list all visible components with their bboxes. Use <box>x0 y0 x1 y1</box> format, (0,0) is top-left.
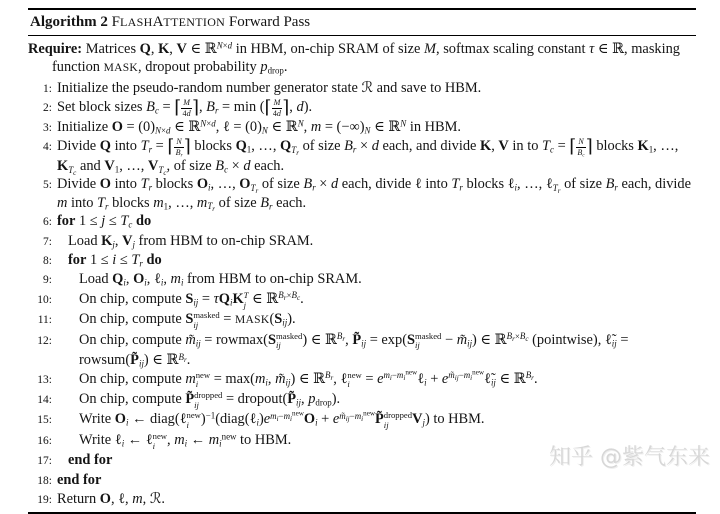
algorithm-box <box>28 8 696 514</box>
line-number: 5: <box>43 179 52 192</box>
algorithm-line <box>28 212 696 231</box>
algorithm-label: Algorithm 2 <box>30 14 108 30</box>
algorithm-line <box>28 79 696 98</box>
line-number: 6: <box>43 216 52 229</box>
line-content: Divide Q into $T_r$ = ⌈ $\frac{N}{B_r}$ ⌉ blocks $Q_1$, …, $Q_{T_r}$ of size $B_r \times d$ each, and divide K, V in to $T_c$ = ⌈ $\frac{N}{B_c}$ ⌉ blocks $K_1$, …, $K_{T_c}$ and $V_1$, …, $V_{T_c}$, of size $B_c \times d$ each. <box>57 136 679 177</box>
require-row <box>28 40 696 78</box>
line-content: Return O, ℓ, m, ℛ. <box>57 491 165 508</box>
line-content: Set block sizes $B_c$ = ⌈ $\frac{M}{4d}$ ⌉, $B_r = \min$ (⌈ $\frac{M}{4d}$ ⌉, d). <box>57 97 313 118</box>
line-number: 12: <box>37 334 52 347</box>
line-number: 14: <box>37 393 52 406</box>
line-content: On chip, compute $m̃_{ij} = rowmax(S$ masked ij ) ∈ ℝ$^{B_r}$, $P̃_{ij} = \exp(S$ masked ij − $m̃_{ij}$) ∈ ℝ$^{B_r\times B_c}$ (pointwise), $\ell̃_{ij}$ = $rowsum(P̃_{ij})$ ∈ ℝ$^{B_r}$. <box>79 330 629 369</box>
algorithm-line <box>28 370 696 390</box>
algorithm-line <box>28 251 696 270</box>
line-content: Initialize the pseudo-random number generator state ℛ and save to HBM. <box>57 79 482 96</box>
line-number: 2: <box>43 102 52 115</box>
algorithm-line <box>28 331 696 370</box>
line-content: for $1 \le i \le T_r$ do <box>68 252 162 269</box>
line-number: 13: <box>37 373 52 386</box>
require-text: Matrices Q, K, V ∈ ℝ$^{N\times d}$ in HBM, on-chip SRAM of size M, softmax scaling constant τ ∈ ℝ, masking function MASK, dropout probability $p_{drop}$. <box>52 40 681 77</box>
line-number: 1: <box>43 82 52 95</box>
algorithm-title: FLASHATTENTION Forward Pass <box>111 14 311 30</box>
line-number: 7: <box>43 235 52 248</box>
algorithm-line <box>28 390 696 410</box>
line-content: On chip, compute P̃ dropped ij = $dropout(P̃_{ij}$, $p_{drop}$). <box>79 390 341 410</box>
line-number: 15: <box>37 414 52 427</box>
line-number: 11: <box>37 314 52 327</box>
watermark: 知乎 @紫气东来 <box>549 445 710 470</box>
line-content: On chip, compute $S_{ij} = \tau Q_iK$ T j ∈ ℝ$^{B_r\times B_c}$. <box>79 289 304 310</box>
line-number: 17: <box>37 455 52 468</box>
algorithm-header <box>28 10 696 36</box>
line-number: 16: <box>37 434 52 447</box>
line-number: 19: <box>37 494 52 507</box>
line-number: 9: <box>43 274 52 287</box>
line-content: Divide O into $T_r$ blocks $O_i$, …, $O_{T_r}$ of size $B_r \times d$ each, divide ℓ into $T_r$ blocks ℓ$_i$, …, ℓ$_{T_r}$ of size $B_r$ each, divide m into $T_r$ blocks $m_1$, …, $m_{T_r}$ of size $B_r$ each. <box>57 176 692 214</box>
algorithm-line <box>28 471 696 490</box>
algorithm-line <box>28 410 696 430</box>
line-content: On chip, compute m new i = $\max(m_i$, $m̃_{ij}$) ∈ ℝ$^{B_r}$, ℓ new i = $e^{m_i-m_i^{new}}\ell_i$ + $e^{m̃_{ij}-m_i^{new}}\ell̃_{ij}$ ∈ ℝ$^{B_r}$. <box>79 368 538 390</box>
algorithm-line <box>28 310 696 330</box>
algorithm-body-wrap <box>28 36 696 509</box>
algorithm-line <box>28 290 696 310</box>
line-number: 3: <box>43 121 52 134</box>
algorithm-line <box>28 98 696 118</box>
algorithm-line <box>28 270 696 289</box>
line-content: On chip, compute S masked ij = $MASK(S_{ij})$. <box>79 310 296 331</box>
algorithm-line <box>28 232 696 251</box>
line-number: 8: <box>43 255 52 268</box>
algorithm-line <box>28 118 696 137</box>
algorithm-line <box>28 137 696 175</box>
line-content: Load $K_j$, $V_j$ from HBM to on-chip SRAM. <box>68 232 314 250</box>
line-content: Write ℓ$_i$ ← ℓ new i , $m_i$ ← $m_i^{new}$ to HBM. <box>79 430 292 451</box>
line-number: 10: <box>37 293 52 306</box>
line-number: 18: <box>37 474 52 487</box>
require-keyword: Require: <box>28 41 83 57</box>
line-number: 4: <box>43 141 52 154</box>
line-content: for $1 \le j \le T_c$ do <box>57 213 152 230</box>
line-content: Write $O_i$ ← diag(ℓ new i )$^{-1}(diag(\ell_i)e^{m_i-m_i^{new}}O_i$ + $e^{m̃_{ij}-m_i^{new}}P̃$ dropped ij $V_j$) to HBM. <box>79 409 485 431</box>
line-content: end for <box>57 471 102 488</box>
algorithm-line <box>28 490 696 509</box>
line-content: end for <box>68 452 113 469</box>
line-content: Initialize $O = (0)_{N\times d}$ ∈ ℝ$^{N\times d}$, ℓ = $(0)_N$ ∈ ℝ$^N$, $m = (-\infty)_N$ ∈ ℝ$^N$ in HBM. <box>57 118 462 136</box>
algorithm-line <box>28 175 696 212</box>
line-content: Load $Q_i$, $O_i$, ℓ$_i$, $m_i$ from HBM to on-chip SRAM. <box>79 271 362 289</box>
